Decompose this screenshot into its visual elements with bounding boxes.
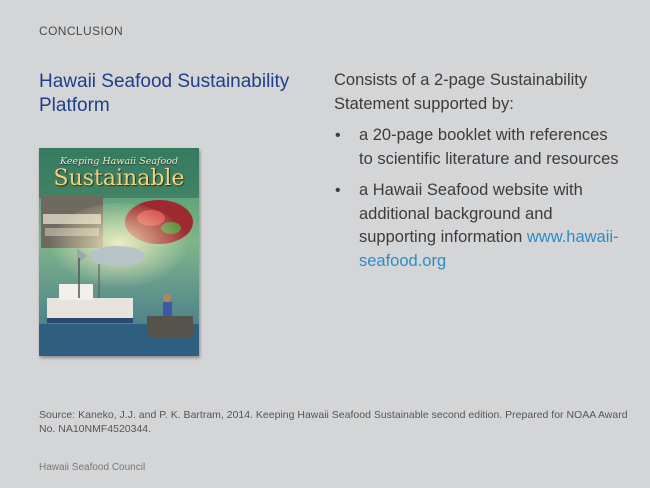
booklet-cover-title: Sustainable bbox=[53, 166, 185, 191]
bullet-text: a 20-page booklet with references to scientific literature and resources bbox=[359, 126, 619, 168]
booklet-cover-subtitle: Keeping Hawaii Seafood bbox=[59, 156, 179, 167]
booklet-cover-image bbox=[39, 148, 199, 356]
bullet-item-booklet bbox=[334, 124, 624, 171]
bullet-icon: • bbox=[335, 182, 341, 199]
website-link[interactable]: www.hawaii-seafood.org bbox=[359, 228, 619, 270]
bullet-list bbox=[334, 124, 624, 273]
section-label: CONCLUSION bbox=[39, 24, 124, 38]
bullet-icon: • bbox=[335, 127, 341, 144]
bullet-item-website bbox=[334, 179, 624, 273]
source-citation: Source: Kaneko, J.J. and P. K. Bartram, 2014. Keeping Hawaii Seafood Sustainable second edition. Prepared for NOAA Award No. NA10NMF4520344. bbox=[39, 409, 628, 435]
bullet-text: a Hawaii Seafood website with additional background and supporting information bbox=[359, 181, 583, 246]
slide-title: Hawaii Seafood Sustainability Platform bbox=[39, 71, 290, 116]
body-text bbox=[334, 69, 624, 281]
footer-organization: Hawaii Seafood Council bbox=[39, 462, 146, 473]
intro-text: Consists of a 2-page Sustainability Statement supported by: bbox=[334, 71, 588, 113]
